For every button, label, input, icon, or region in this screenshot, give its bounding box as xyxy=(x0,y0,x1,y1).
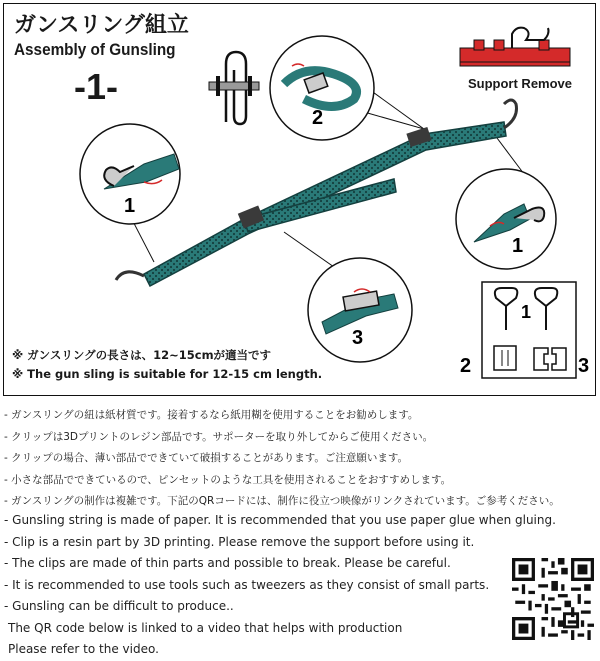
callout-bottom-number: 3 xyxy=(352,327,364,349)
parts-box-number-1: 1 xyxy=(521,302,532,322)
parts-box-number-3: 3 xyxy=(578,355,590,377)
parts-box-number-2: 2 xyxy=(460,355,472,377)
qr-code[interactable] xyxy=(512,558,594,640)
callout-top-number: 2 xyxy=(312,107,324,129)
instruction-en-1: - Gunsling string is made of paper. It is recommended that you use paper glue when gluing. xyxy=(4,513,556,527)
support-remove-icon xyxy=(460,28,570,66)
instruction-jp-4: - 小さな部品でできているので、ピンセットのような工具を使用されることをおすすめします。 xyxy=(4,473,452,486)
instruction-en-6: The QR code below is linked to a video that helps with production xyxy=(8,620,403,635)
support-remove-label: Support Remove xyxy=(468,76,573,91)
instruction-jp-1: - ガンスリングの紐は紙材質です。接着するなら紙用糊を使用することをお勧めします。 xyxy=(4,409,419,421)
instruction-en-7: Please refer to the video. xyxy=(8,642,159,656)
instruction-en-5: - Gunsling can be difficult to produce.. xyxy=(4,599,234,613)
title-english: Assembly of Gunsling xyxy=(14,40,176,59)
gunsling-diagram xyxy=(4,4,596,396)
instruction-jp-3: - クリップの場合、薄い部品でできていて破損することがあります。ご注意願います。 xyxy=(4,452,409,464)
length-note-jp: ※ ガンスリングの長さは、12~15cmが適当です xyxy=(12,348,272,362)
callout-right-number: 1 xyxy=(512,235,524,257)
callout-left-number: 1 xyxy=(124,195,136,217)
paper-clip-icon xyxy=(209,52,259,124)
length-notes xyxy=(12,346,322,384)
step-number: -1- xyxy=(74,66,118,107)
instruction-jp-5: - ガンスリングの制作は複雑です。下記のQRコードには、制作に役立つ映像がリンクされています。ご参考ください。 xyxy=(4,495,560,507)
instruction-jp-2: - クリップは3Dプリントのレジン部品です。サポーターを取り外してからご使用ください。 xyxy=(4,430,434,443)
callout-right-circle xyxy=(456,169,556,269)
instructions-japanese xyxy=(4,405,560,513)
parts-box xyxy=(482,282,576,378)
instruction-en-4: - It is recommended to use tools such as tweezers as they consist of small parts. xyxy=(4,577,490,592)
instruction-en-2: - Clip is a resin part by 3D printing. Please remove the support before using it. xyxy=(4,534,475,549)
instructions-english xyxy=(4,510,556,661)
length-note-en: ※ The gun sling is suitable for 12-15 cm length. xyxy=(12,367,323,381)
instruction-en-3: - The clips are made of thin parts and possible to break. Please be careful. xyxy=(4,556,451,570)
assembly-panel xyxy=(3,3,596,396)
title-japanese: ガンスリング組立 xyxy=(14,13,189,38)
